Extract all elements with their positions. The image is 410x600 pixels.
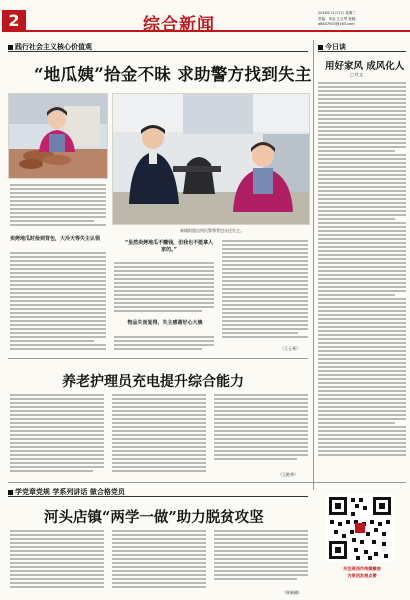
lead-headline: “地瓜姨”拾金不昧 求助警方找到失主 bbox=[34, 65, 312, 84]
bottom-col2 bbox=[112, 530, 206, 596]
middle-col1 bbox=[10, 394, 104, 478]
editor-email: a6847500@163.com bbox=[318, 22, 355, 26]
bottom-byline: （崔新楠） bbox=[282, 590, 302, 595]
qr-code bbox=[326, 494, 394, 562]
pull-quote: “虽然卖烤地瓜不赚钱，但我也不能拿人家的。” bbox=[124, 240, 214, 253]
masthead-rule bbox=[26, 30, 410, 32]
photo-caption: 新城街派出所民警将背包交还失主。 bbox=[180, 228, 244, 233]
page-number: 2 bbox=[8, 11, 20, 30]
bottom-column-label: 学党章党规 学系列讲话 做合格党员 bbox=[8, 487, 125, 497]
editor-line: 责编：李品 王玉琴 校稿： bbox=[318, 17, 359, 21]
bottom-label-rule bbox=[8, 496, 308, 497]
qr-code-icon bbox=[326, 494, 394, 562]
right-column-author: □ 杜文 bbox=[350, 72, 364, 77]
middle-col2 bbox=[112, 394, 206, 478]
right-column-label: 今日谈 bbox=[318, 42, 346, 52]
right-label-rule bbox=[318, 51, 406, 52]
qr-caption-2: 为莱西发展点赞 bbox=[347, 573, 377, 578]
qr-caption-1: 关注莱西市传媒微信 bbox=[343, 566, 381, 571]
lead-subhead-1: 卖烤地瓜时捡到背包，大冷天等失主认领 bbox=[10, 236, 101, 242]
bottom-col1 bbox=[10, 530, 104, 596]
middle-byline: （王艳华） bbox=[278, 472, 298, 477]
bottom-top-rule bbox=[8, 482, 406, 483]
vendor-woman-image bbox=[9, 94, 107, 178]
lead-col1-text-2 bbox=[10, 252, 106, 356]
bottom-headline: 河头店镇“两学一做”助力脱贫攻坚 bbox=[44, 509, 264, 526]
lead-column-label: 践行社会主义核心价值观 bbox=[8, 42, 92, 52]
lead-col2-text-2 bbox=[114, 336, 214, 356]
lead-col1-text bbox=[10, 184, 106, 234]
bottom-col3 bbox=[214, 530, 308, 590]
lead-subhead-2: 物品失而复得，失主感谢好心大姨 bbox=[127, 320, 203, 326]
police-return-bag-image bbox=[113, 94, 309, 224]
right-column-title: 用好家风 成风化人 bbox=[325, 61, 405, 72]
lead-col3-text bbox=[222, 240, 308, 344]
lead-label-rule bbox=[8, 51, 308, 52]
lead-photo-right bbox=[112, 93, 310, 225]
middle-rule bbox=[8, 358, 308, 359]
date-line: 2016年11月2日 星期三 bbox=[318, 11, 356, 15]
column-divider bbox=[313, 40, 314, 490]
section-title: 综合新闻 bbox=[143, 15, 215, 35]
lead-photo-left bbox=[8, 93, 108, 179]
middle-col3 bbox=[214, 394, 308, 470]
right-column-text bbox=[318, 82, 406, 482]
lead-byline: （王玉琴） bbox=[280, 346, 300, 351]
middle-headline: 养老护理员充电提升综合能力 bbox=[62, 374, 244, 390]
lead-col2-text bbox=[114, 262, 214, 318]
